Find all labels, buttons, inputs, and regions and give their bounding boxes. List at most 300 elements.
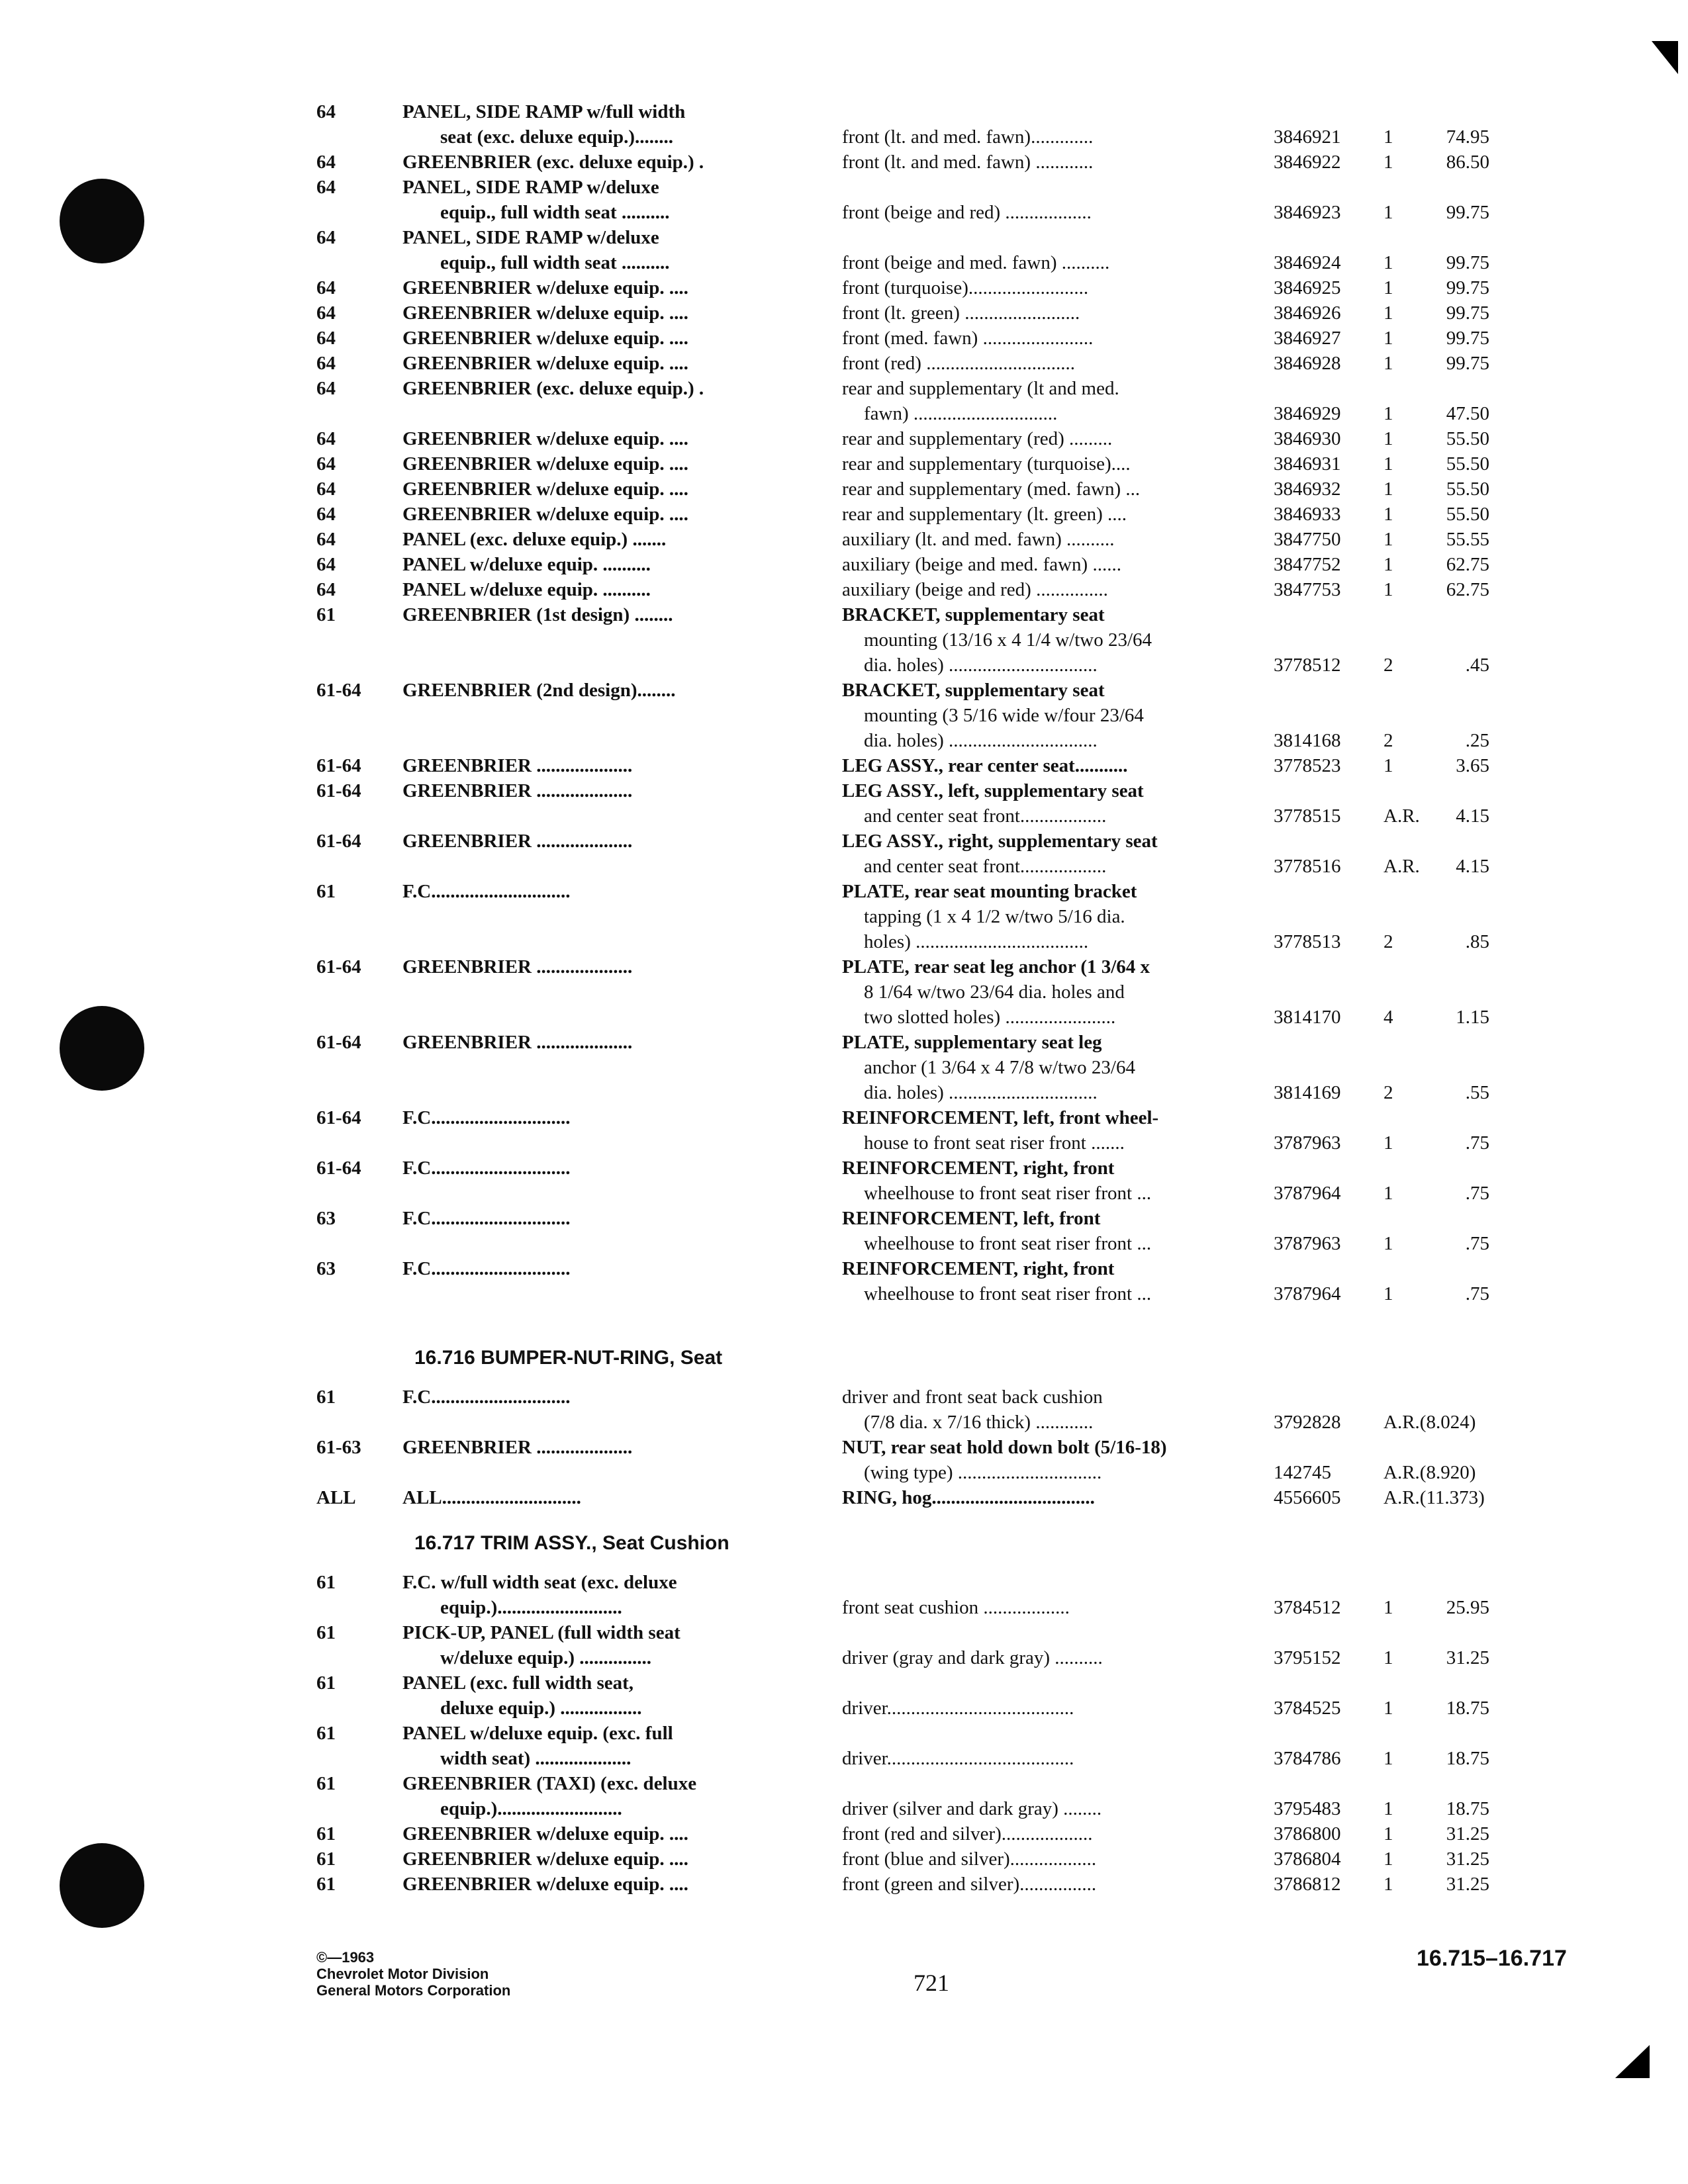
price: .85 bbox=[1465, 931, 1489, 952]
model-year: 61 bbox=[316, 1387, 336, 1408]
quantity: 1 bbox=[1383, 428, 1393, 449]
quantity: A.R. bbox=[1383, 856, 1420, 877]
part-number: 3784512 bbox=[1274, 1597, 1341, 1618]
part-description: REINFORCEMENT, right, front bbox=[842, 1158, 1115, 1179]
model-year: 64 bbox=[316, 428, 336, 449]
price: .45 bbox=[1465, 655, 1489, 676]
quantity: 1 bbox=[1383, 1233, 1393, 1254]
parts-row bbox=[0, 124, 1688, 150]
price: 99.75 bbox=[1446, 202, 1489, 223]
parts-row bbox=[0, 1156, 1688, 1181]
model-year: 64 bbox=[316, 478, 336, 500]
model-description: PANEL w/deluxe equip. .......... bbox=[402, 554, 651, 575]
part-number: 3814170 bbox=[1274, 1007, 1341, 1028]
quantity: 1 bbox=[1383, 453, 1393, 475]
part-number: 3787963 bbox=[1274, 1132, 1341, 1154]
model-description: GREENBRIER .................... bbox=[402, 1437, 633, 1458]
model-year: 61-63 bbox=[316, 1437, 361, 1458]
parts-row bbox=[0, 1771, 1688, 1796]
model-description: w/deluxe equip.) ............... bbox=[440, 1647, 652, 1668]
part-number: 3778523 bbox=[1274, 755, 1341, 776]
part-description: driver (gray and dark gray) .......... bbox=[842, 1647, 1103, 1668]
quantity: 1 bbox=[1383, 403, 1393, 424]
model-description: equip.).......................... bbox=[440, 1798, 622, 1819]
price: .55 bbox=[1465, 1082, 1489, 1103]
price: 55.50 bbox=[1446, 478, 1489, 500]
corporation-name: General Motors Corporation bbox=[316, 1982, 511, 1999]
price: 31.25 bbox=[1446, 1823, 1489, 1844]
model-year: 64 bbox=[316, 177, 336, 198]
part-number: 3846931 bbox=[1274, 453, 1341, 475]
quantity: A.R.(8.024) bbox=[1383, 1412, 1476, 1433]
part-number: 3787964 bbox=[1274, 1283, 1341, 1304]
parts-row bbox=[0, 376, 1688, 401]
parts-row bbox=[0, 1821, 1688, 1846]
price: 18.75 bbox=[1446, 1798, 1489, 1819]
price: .75 bbox=[1465, 1132, 1489, 1154]
parts-row bbox=[0, 1055, 1688, 1080]
parts-row bbox=[0, 1872, 1688, 1897]
model-description: GREENBRIER w/deluxe equip. .... bbox=[402, 428, 688, 449]
model-description: GREENBRIER w/deluxe equip. .... bbox=[402, 328, 688, 349]
model-description: GREENBRIER .................... bbox=[402, 831, 633, 852]
price: 55.50 bbox=[1446, 428, 1489, 449]
part-number: 3787963 bbox=[1274, 1233, 1341, 1254]
parts-row bbox=[0, 904, 1688, 929]
model-description: GREENBRIER w/deluxe equip. .... bbox=[402, 353, 688, 374]
part-description: wheelhouse to front seat riser front ... bbox=[864, 1233, 1152, 1254]
parts-row bbox=[0, 1206, 1688, 1231]
model-year: 64 bbox=[316, 277, 336, 298]
quantity: 1 bbox=[1383, 504, 1393, 525]
price: 55.50 bbox=[1446, 453, 1489, 475]
part-description: front (lt. and med. fawn) ............ bbox=[842, 152, 1094, 173]
price: 99.75 bbox=[1446, 353, 1489, 374]
part-description: PLATE, rear seat mounting bracket bbox=[842, 881, 1137, 902]
model-year: 61 bbox=[316, 1723, 336, 1744]
parts-row bbox=[0, 1130, 1688, 1156]
model-description: PANEL, SIDE RAMP w/full width bbox=[402, 101, 686, 122]
model-description: F.C............................. bbox=[402, 881, 571, 902]
parts-row bbox=[0, 451, 1688, 477]
part-number: 3846923 bbox=[1274, 202, 1341, 223]
model-description: F.C............................. bbox=[402, 1387, 571, 1408]
parts-row bbox=[0, 1485, 1688, 1510]
quantity: 1 bbox=[1383, 529, 1393, 550]
model-description: GREENBRIER (TAXI) (exc. deluxe bbox=[402, 1773, 697, 1794]
part-description: driver and front seat back cushion bbox=[842, 1387, 1103, 1408]
parts-row bbox=[0, 1721, 1688, 1746]
price: 55.50 bbox=[1446, 504, 1489, 525]
model-year: 61-64 bbox=[316, 780, 361, 801]
part-number: 3786800 bbox=[1274, 1823, 1341, 1844]
model-description: PICK-UP, PANEL (full width seat bbox=[402, 1622, 680, 1643]
part-description: BRACKET, supplementary seat bbox=[842, 604, 1105, 625]
price: 4.15 bbox=[1456, 805, 1489, 827]
part-description: REINFORCEMENT, left, front bbox=[842, 1208, 1101, 1229]
part-description: (7/8 dia. x 7/16 thick) ............ bbox=[864, 1412, 1094, 1433]
model-description: GREENBRIER w/deluxe equip. .... bbox=[402, 1823, 688, 1844]
section-range: 16.715–16.717 bbox=[1417, 1946, 1567, 1971]
model-description: GREENBRIER w/deluxe equip. .... bbox=[402, 1848, 688, 1870]
quantity: 1 bbox=[1383, 152, 1393, 173]
model-year: 61 bbox=[316, 604, 336, 625]
model-description: F.C............................. bbox=[402, 1258, 571, 1279]
parts-row bbox=[0, 1385, 1688, 1410]
model-year: 61-64 bbox=[316, 680, 361, 701]
part-description: front (turquoise)......................... bbox=[842, 277, 1089, 298]
parts-row bbox=[0, 1080, 1688, 1105]
parts-row bbox=[0, 653, 1688, 678]
part-description: (wing type) .............................. bbox=[864, 1462, 1102, 1483]
price: .75 bbox=[1465, 1183, 1489, 1204]
model-description: GREENBRIER (1st design) ........ bbox=[402, 604, 673, 625]
model-description: GREENBRIER .................... bbox=[402, 956, 633, 978]
part-description: mounting (13/16 x 4 1/4 w/two 23/64 bbox=[864, 629, 1152, 651]
model-year: 61-64 bbox=[316, 1158, 361, 1179]
quantity: 1 bbox=[1383, 202, 1393, 223]
part-number: 3784525 bbox=[1274, 1698, 1341, 1719]
parts-row bbox=[0, 1460, 1688, 1485]
part-description: RING, hog.................................. bbox=[842, 1487, 1095, 1508]
parts-row bbox=[0, 1696, 1688, 1721]
part-number: 3778512 bbox=[1274, 655, 1341, 676]
part-number: 3846921 bbox=[1274, 126, 1341, 148]
part-number: 3847750 bbox=[1274, 529, 1341, 550]
price: 31.25 bbox=[1446, 1874, 1489, 1895]
part-number: 3847753 bbox=[1274, 579, 1341, 600]
quantity: 1 bbox=[1383, 1848, 1393, 1870]
quantity: 2 bbox=[1383, 730, 1393, 751]
quantity: A.R. bbox=[1383, 805, 1420, 827]
parts-row bbox=[0, 728, 1688, 753]
part-number: 3846922 bbox=[1274, 152, 1341, 173]
model-description: GREENBRIER w/deluxe equip. .... bbox=[402, 504, 688, 525]
price: 1.15 bbox=[1456, 1007, 1489, 1028]
model-description: PANEL (exc. deluxe equip.) ....... bbox=[402, 529, 667, 550]
model-description: PANEL w/deluxe equip. (exc. full bbox=[402, 1723, 673, 1744]
model-year: 64 bbox=[316, 328, 336, 349]
quantity: 1 bbox=[1383, 755, 1393, 776]
part-description: dia. holes) ............................... bbox=[864, 655, 1098, 676]
model-description: GREENBRIER (exc. deluxe equip.) . bbox=[402, 152, 704, 173]
copyright: ©—1963 bbox=[316, 1949, 375, 1966]
part-number: 3847752 bbox=[1274, 554, 1341, 575]
quantity: 1 bbox=[1383, 1874, 1393, 1895]
parts-row bbox=[0, 778, 1688, 803]
parts-row bbox=[0, 300, 1688, 326]
quantity: 1 bbox=[1383, 353, 1393, 374]
price: .75 bbox=[1465, 1233, 1489, 1254]
quantity: 1 bbox=[1383, 1698, 1393, 1719]
quantity: 1 bbox=[1383, 1798, 1393, 1819]
part-description: rear and supplementary (red) ......... bbox=[842, 428, 1113, 449]
parts-row bbox=[0, 703, 1688, 728]
model-year: ALL bbox=[316, 1487, 356, 1508]
parts-row bbox=[0, 1746, 1688, 1771]
price: 55.55 bbox=[1446, 529, 1489, 550]
part-description: holes) .................................... bbox=[864, 931, 1089, 952]
price: 3.65 bbox=[1456, 755, 1489, 776]
model-description: PANEL (exc. full width seat, bbox=[402, 1672, 634, 1694]
model-description: seat (exc. deluxe equip.)........ bbox=[440, 126, 673, 148]
model-year: 63 bbox=[316, 1208, 336, 1229]
part-number: 3795152 bbox=[1274, 1647, 1341, 1668]
part-number: 3846929 bbox=[1274, 403, 1341, 424]
parts-row bbox=[0, 1105, 1688, 1130]
price: .25 bbox=[1465, 730, 1489, 751]
parts-row bbox=[0, 803, 1688, 829]
section-16-717-rows bbox=[0, 1570, 1688, 1897]
part-number: 4556605 bbox=[1274, 1487, 1341, 1508]
part-description: REINFORCEMENT, right, front bbox=[842, 1258, 1115, 1279]
part-description: rear and supplementary (lt. green) .... bbox=[842, 504, 1127, 525]
part-description: driver....................................... bbox=[842, 1748, 1074, 1769]
model-year: 64 bbox=[316, 554, 336, 575]
model-year: 61 bbox=[316, 1622, 336, 1643]
model-year: 61 bbox=[316, 881, 336, 902]
model-description: equip., full width seat .......... bbox=[440, 202, 670, 223]
page-number: 721 bbox=[914, 1970, 949, 1996]
parts-row bbox=[0, 477, 1688, 502]
model-year: 64 bbox=[316, 302, 336, 324]
parts-row bbox=[0, 225, 1688, 250]
quantity: 1 bbox=[1383, 302, 1393, 324]
part-description: fawn) .............................. bbox=[864, 403, 1058, 424]
part-number: 3778515 bbox=[1274, 805, 1341, 827]
part-number: 3846926 bbox=[1274, 302, 1341, 324]
model-year: 61-64 bbox=[316, 1032, 361, 1053]
part-description: rear and supplementary (turquoise).... bbox=[842, 453, 1131, 475]
part-number: 3846924 bbox=[1274, 252, 1341, 273]
quantity: 4 bbox=[1383, 1007, 1393, 1028]
parts-row bbox=[0, 527, 1688, 552]
price: 99.75 bbox=[1446, 252, 1489, 273]
model-year: 61-64 bbox=[316, 831, 361, 852]
parts-row bbox=[0, 954, 1688, 979]
model-description: deluxe equip.) ................. bbox=[440, 1698, 642, 1719]
parts-row bbox=[0, 426, 1688, 451]
model-year: 61-64 bbox=[316, 956, 361, 978]
parts-row bbox=[0, 326, 1688, 351]
part-description: and center seat front.................. bbox=[864, 856, 1107, 877]
part-number: 3792828 bbox=[1274, 1412, 1341, 1433]
parts-row bbox=[0, 1846, 1688, 1872]
parts-row bbox=[0, 1570, 1688, 1595]
parts-row bbox=[0, 1410, 1688, 1435]
part-number: 3784786 bbox=[1274, 1748, 1341, 1769]
quantity: 1 bbox=[1383, 252, 1393, 273]
model-year: 61 bbox=[316, 1773, 336, 1794]
parts-row bbox=[0, 854, 1688, 879]
quantity: A.R.(11.373) bbox=[1383, 1487, 1485, 1508]
section-16-716-rows bbox=[0, 1385, 1688, 1510]
price: 31.25 bbox=[1446, 1647, 1489, 1668]
quantity: 2 bbox=[1383, 931, 1393, 952]
quantity: 2 bbox=[1383, 1082, 1393, 1103]
model-description: GREENBRIER w/deluxe equip. .... bbox=[402, 277, 688, 298]
part-number: 3846932 bbox=[1274, 478, 1341, 500]
quantity: 1 bbox=[1383, 126, 1393, 148]
model-description: PANEL, SIDE RAMP w/deluxe bbox=[402, 177, 659, 198]
part-number: 3778516 bbox=[1274, 856, 1341, 877]
part-description: driver....................................... bbox=[842, 1698, 1074, 1719]
model-description: GREENBRIER (exc. deluxe equip.) . bbox=[402, 378, 704, 399]
part-description: LEG ASSY., rear center seat........... bbox=[842, 755, 1128, 776]
price: 62.75 bbox=[1446, 554, 1489, 575]
quantity: A.R.(8.920) bbox=[1383, 1462, 1476, 1483]
part-description: two slotted holes) ....................... bbox=[864, 1007, 1116, 1028]
parts-row bbox=[0, 979, 1688, 1005]
part-number: 3846933 bbox=[1274, 504, 1341, 525]
parts-row bbox=[0, 929, 1688, 954]
part-number: 142745 bbox=[1274, 1462, 1331, 1483]
parts-row bbox=[0, 1231, 1688, 1256]
price: 47.50 bbox=[1446, 403, 1489, 424]
part-description: driver (silver and dark gray) ........ bbox=[842, 1798, 1102, 1819]
part-number: 3846928 bbox=[1274, 353, 1341, 374]
part-number: 3846930 bbox=[1274, 428, 1341, 449]
price: 18.75 bbox=[1446, 1748, 1489, 1769]
part-number: 3787964 bbox=[1274, 1183, 1341, 1204]
quantity: 1 bbox=[1383, 1647, 1393, 1668]
part-description: front (red) ............................... bbox=[842, 353, 1075, 374]
parts-row bbox=[0, 1030, 1688, 1055]
quantity: 1 bbox=[1383, 1183, 1393, 1204]
part-description: and center seat front.................. bbox=[864, 805, 1107, 827]
quantity: 1 bbox=[1383, 277, 1393, 298]
parts-row bbox=[0, 678, 1688, 703]
section-heading-16-717: 16.717 TRIM ASSY., Seat Cushion bbox=[414, 1532, 729, 1554]
parts-row bbox=[0, 401, 1688, 426]
part-description: mounting (3 5/16 wide w/four 23/64 bbox=[864, 705, 1144, 726]
parts-row bbox=[0, 502, 1688, 527]
price: 86.50 bbox=[1446, 152, 1489, 173]
part-description: front (green and silver)................ bbox=[842, 1874, 1097, 1895]
section-heading-16-716: 16.716 BUMPER-NUT-RING, Seat bbox=[414, 1347, 723, 1369]
model-year: 61 bbox=[316, 1848, 336, 1870]
part-description: LEG ASSY., left, supplementary seat bbox=[842, 780, 1144, 801]
parts-row bbox=[0, 577, 1688, 602]
part-description: dia. holes) ............................... bbox=[864, 1082, 1098, 1103]
model-description: GREENBRIER .................... bbox=[402, 780, 633, 801]
model-description: GREENBRIER w/deluxe equip. .... bbox=[402, 1874, 688, 1895]
parts-row bbox=[0, 879, 1688, 904]
part-description: front (blue and silver).................. bbox=[842, 1848, 1097, 1870]
price: 99.75 bbox=[1446, 328, 1489, 349]
model-year: 64 bbox=[316, 529, 336, 550]
part-description: PLATE, supplementary seat leg bbox=[842, 1032, 1102, 1053]
part-description: front (lt. green) ........................ bbox=[842, 302, 1080, 324]
part-description: auxiliary (beige and med. fawn) ...... bbox=[842, 554, 1121, 575]
model-year: 61-64 bbox=[316, 755, 361, 776]
model-year: 64 bbox=[316, 579, 336, 600]
quantity: 1 bbox=[1383, 328, 1393, 349]
part-description: wheelhouse to front seat riser front ... bbox=[864, 1283, 1152, 1304]
parts-row bbox=[0, 1620, 1688, 1645]
parts-row bbox=[0, 200, 1688, 225]
model-description: F.C............................. bbox=[402, 1107, 571, 1128]
quantity: 1 bbox=[1383, 478, 1393, 500]
model-description: equip., full width seat .......... bbox=[440, 252, 670, 273]
model-description: GREENBRIER .................... bbox=[402, 1032, 633, 1053]
parts-row bbox=[0, 552, 1688, 577]
part-number: 3795483 bbox=[1274, 1798, 1341, 1819]
part-description: PLATE, rear seat leg anchor (1 3/64 x bbox=[842, 956, 1150, 978]
parts-list bbox=[0, 99, 1688, 1897]
part-description: tapping (1 x 4 1/2 w/two 5/16 dia. bbox=[864, 906, 1125, 927]
model-year: 61-64 bbox=[316, 1107, 361, 1128]
parts-row bbox=[0, 99, 1688, 124]
model-year: 61 bbox=[316, 1823, 336, 1844]
price: 62.75 bbox=[1446, 579, 1489, 600]
model-description: GREENBRIER w/deluxe equip. .... bbox=[402, 453, 688, 475]
model-year: 64 bbox=[316, 227, 336, 248]
model-description: GREENBRIER w/deluxe equip. .... bbox=[402, 478, 688, 500]
corner-mark-bottom-right bbox=[1615, 2045, 1650, 2078]
quantity: 1 bbox=[1383, 579, 1393, 600]
part-description: front (beige and med. fawn) .......... bbox=[842, 252, 1110, 273]
model-year: 64 bbox=[316, 152, 336, 173]
price: 99.75 bbox=[1446, 302, 1489, 324]
part-description: front (lt. and med. fawn)............. bbox=[842, 126, 1094, 148]
part-description: front (beige and red) .................. bbox=[842, 202, 1092, 223]
parts-row bbox=[0, 1181, 1688, 1206]
parts-row bbox=[0, 1281, 1688, 1306]
parts-row bbox=[0, 175, 1688, 200]
model-description: F.C............................. bbox=[402, 1208, 571, 1229]
part-description: front (med. fawn) ....................... bbox=[842, 328, 1094, 349]
parts-row bbox=[0, 250, 1688, 275]
model-year: 63 bbox=[316, 1258, 336, 1279]
parts-row bbox=[0, 1645, 1688, 1670]
part-number: 3846925 bbox=[1274, 277, 1341, 298]
model-description: F.C............................. bbox=[402, 1158, 571, 1179]
price: 4.15 bbox=[1456, 856, 1489, 877]
quantity: 2 bbox=[1383, 655, 1393, 676]
parts-row bbox=[0, 351, 1688, 376]
part-number: 3814169 bbox=[1274, 1082, 1341, 1103]
model-description: PANEL, SIDE RAMP w/deluxe bbox=[402, 227, 659, 248]
quantity: 1 bbox=[1383, 1132, 1393, 1154]
part-description: 8 1/64 w/two 23/64 dia. holes and bbox=[864, 981, 1125, 1003]
model-year: 61 bbox=[316, 1572, 336, 1593]
model-description: GREENBRIER .................... bbox=[402, 755, 633, 776]
part-description: front (red and silver)................... bbox=[842, 1823, 1093, 1844]
part-description: dia. holes) ............................... bbox=[864, 730, 1098, 751]
part-description: anchor (1 3/64 x 4 7/8 w/two 23/64 bbox=[864, 1057, 1135, 1078]
part-number: 3846927 bbox=[1274, 328, 1341, 349]
parts-row bbox=[0, 1256, 1688, 1281]
parts-row bbox=[0, 1595, 1688, 1620]
parts-row bbox=[0, 1005, 1688, 1030]
price: 99.75 bbox=[1446, 277, 1489, 298]
publisher-info bbox=[316, 1949, 510, 1999]
part-description: NUT, rear seat hold down bolt (5/16-18) bbox=[842, 1437, 1167, 1458]
part-number: 3786804 bbox=[1274, 1848, 1341, 1870]
part-number: 3814168 bbox=[1274, 730, 1341, 751]
parts-row bbox=[0, 829, 1688, 854]
model-year: 64 bbox=[316, 504, 336, 525]
parts-row bbox=[0, 1670, 1688, 1696]
corner-mark-top-right bbox=[1625, 15, 1652, 41]
parts-row bbox=[0, 753, 1688, 778]
parts-row bbox=[0, 627, 1688, 653]
part-description: auxiliary (lt. and med. fawn) .......... bbox=[842, 529, 1115, 550]
model-description: PANEL w/deluxe equip. .......... bbox=[402, 579, 651, 600]
parts-row bbox=[0, 150, 1688, 175]
quantity: 1 bbox=[1383, 554, 1393, 575]
